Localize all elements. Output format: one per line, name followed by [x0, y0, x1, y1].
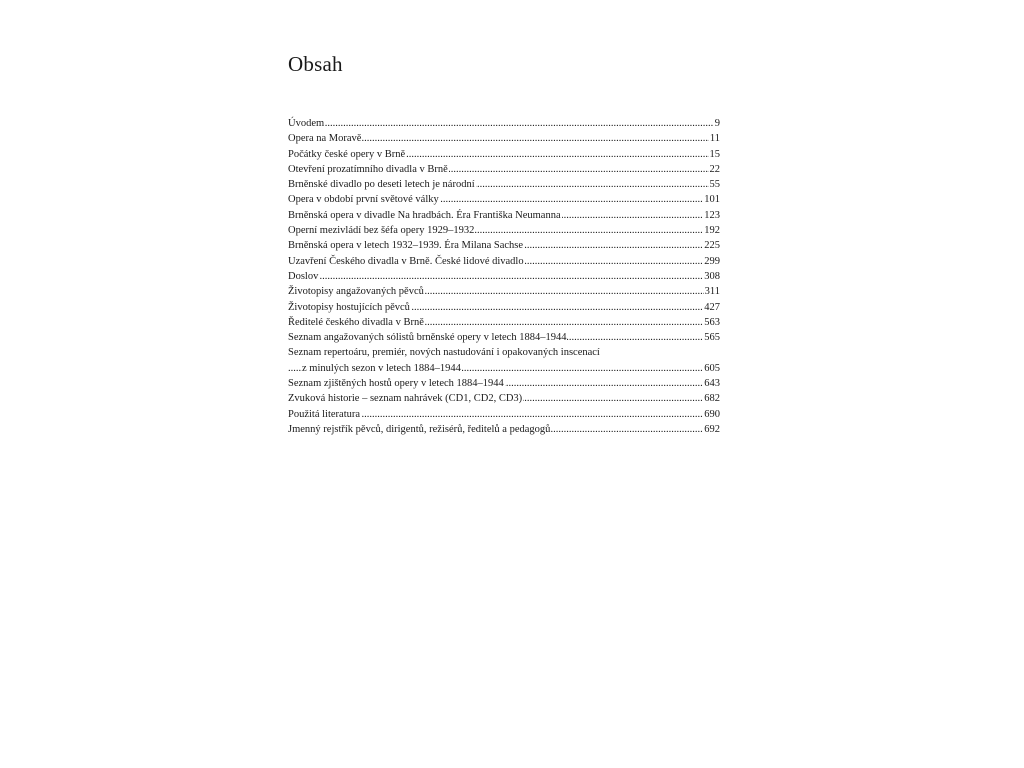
toc-entry	[288, 300, 720, 315]
page-title: Obsah	[288, 52, 343, 76]
toc-entry-label: Životopisy angažovaných pěvců	[288, 284, 425, 299]
toc-entry-page: 605	[703, 361, 720, 376]
toc-entry	[288, 315, 720, 330]
toc-entry	[288, 407, 720, 422]
toc-entry-page: 690	[703, 407, 720, 422]
toc-entry-page: 225	[703, 238, 720, 253]
toc-entry-page: 692	[703, 422, 720, 437]
toc-entry-label: Brněnská opera v letech 1932–1939. Éra Milana Sachse	[288, 238, 524, 253]
toc-entry-page: 123	[703, 208, 720, 223]
toc-entry-page: 55	[709, 177, 721, 192]
toc-entry-label: Brněnské divadlo po deseti letech je národní	[288, 177, 476, 192]
toc-entry-page: 427	[703, 300, 720, 315]
toc-entry-page: 101	[703, 192, 720, 207]
toc-entry-label: Doslov	[288, 269, 319, 284]
toc-entry-page: 299	[703, 254, 720, 269]
toc-entry-page: 308	[703, 269, 720, 284]
toc-entry	[288, 330, 720, 345]
toc-entry-label: Opera na Moravě	[288, 131, 362, 146]
toc-entry	[288, 147, 720, 162]
toc-entry	[288, 208, 720, 223]
toc-entry	[288, 376, 720, 391]
toc-entry-page: 563	[703, 315, 720, 330]
toc-entry-label: Uzavření Českého divadla v Brně. České lidové divadlo	[288, 254, 525, 269]
toc-entry-page: 311	[704, 284, 720, 299]
toc-entry	[288, 422, 720, 437]
toc-entry	[288, 177, 720, 192]
toc-entry	[288, 223, 720, 238]
toc-entry	[288, 131, 720, 146]
toc-entry-page: 682	[703, 391, 720, 406]
toc-entry-label: Použitá literatura	[288, 407, 361, 422]
toc-entry-page: 15	[709, 147, 721, 162]
toc-entry-label: Počátky české opery v Brně	[288, 147, 406, 162]
toc-entry-label: z minulých sezon v letech 1884–1944	[302, 361, 462, 376]
toc-list	[288, 116, 720, 437]
toc-entry-label: Brněnská opera v divadle Na hradbách. Éra Františka Neumanna	[288, 208, 562, 223]
toc-entry-label: Otevření prozatímního divadla v Brně	[288, 162, 449, 177]
toc-entry-label: Opera v období první světové války	[288, 192, 440, 207]
toc-entry-label: Operní mezivládí bez šéfa opery 1929–1932	[288, 223, 475, 238]
toc-entry	[288, 254, 720, 269]
toc-entry-label: Životopisy hostujících pěvců	[288, 300, 411, 315]
toc-entry-page: 643	[703, 376, 720, 391]
toc-entry-label: Úvodem	[288, 116, 325, 131]
dot-leader	[288, 116, 720, 131]
toc-entry-page: 565	[703, 330, 720, 345]
toc-entry	[288, 345, 720, 360]
toc-entry	[288, 269, 720, 284]
toc-entry-page: 11	[709, 131, 720, 146]
toc-entry	[288, 192, 720, 207]
toc-entry	[288, 238, 720, 253]
toc-entry-label: Jmenný rejstřík pěvců, dirigentů, režisérů, ředitelů a pedagogů	[288, 422, 551, 437]
toc-entry	[288, 116, 720, 131]
toc-entry-page: 22	[709, 162, 721, 177]
toc-entry-label: Ředitelé českého divadla v Brně	[288, 315, 425, 330]
toc-entry-label: Seznam zjištěných hostů opery v letech 1884–1944	[288, 376, 505, 391]
toc-entry	[288, 284, 720, 299]
toc-entry-label: Zvuková historie – seznam nahrávek (CD1, CD2, CD3)	[288, 391, 523, 406]
toc-entry-page: 192	[703, 223, 720, 238]
toc-entry-label: Seznam repertoáru, premiér, nových nastudování i opakovaných inscenací	[288, 345, 601, 360]
toc-entry-label: Seznam angažovaných sólistů brněnské opery v letech 1884–1944	[288, 330, 567, 345]
toc-entry-page: 9	[714, 116, 720, 131]
toc-entry-continuation	[288, 361, 720, 376]
dot-leader	[288, 269, 720, 284]
toc-entry	[288, 391, 720, 406]
toc-entry	[288, 162, 720, 177]
